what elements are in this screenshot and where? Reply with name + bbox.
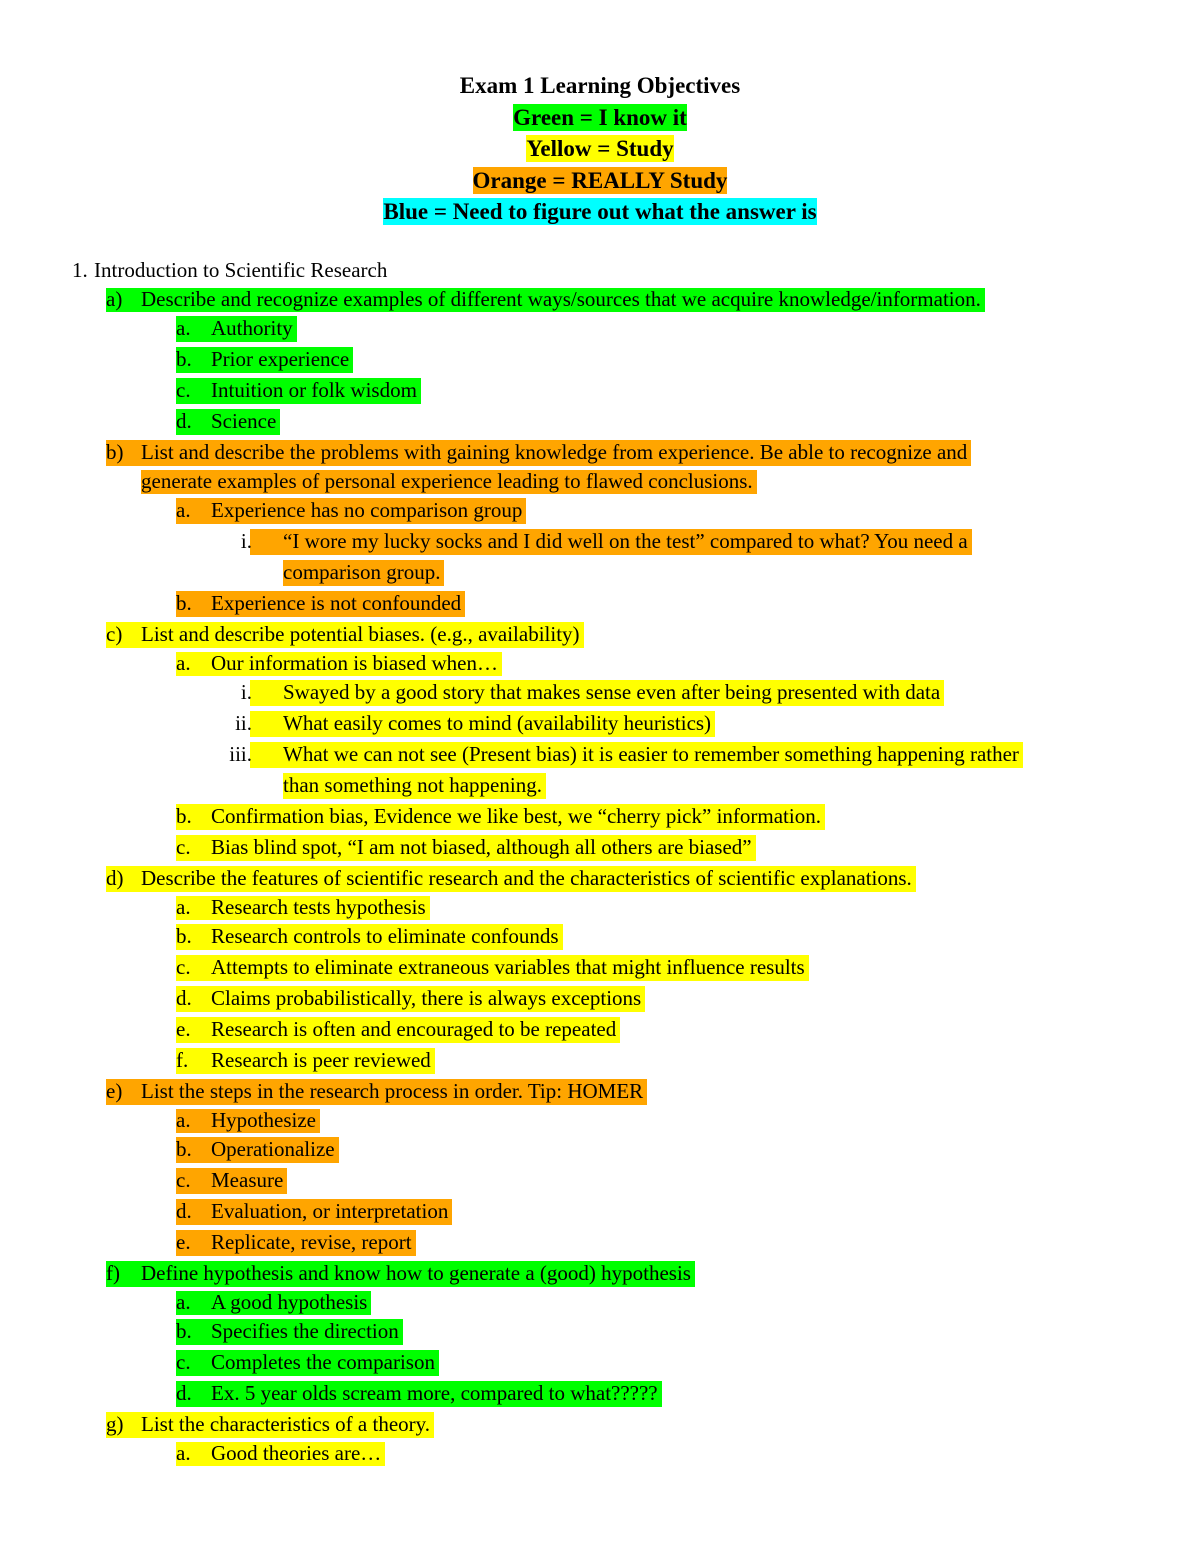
- list-text: Our information is biased when…: [211, 651, 498, 675]
- list-text: Completes the comparison: [211, 1350, 435, 1374]
- list-marker: a.: [176, 498, 191, 522]
- objective-item: [0, 437, 1200, 468]
- list-text: Define hypothesis and know how to generate a (good) hypothesis: [141, 1261, 691, 1285]
- objective-item: [0, 863, 1200, 894]
- objective-subitem: [0, 1289, 1200, 1316]
- objective-subitem: [0, 1045, 1200, 1076]
- list-marker: b.: [176, 1137, 192, 1161]
- list-text: Replicate, revise, report: [211, 1230, 412, 1254]
- objective-subitem: [0, 770, 1200, 801]
- legend-green: [0, 102, 1200, 134]
- list-text: Research tests hypothesis: [211, 895, 426, 919]
- objective-subitem: [0, 1014, 1200, 1045]
- list-text: Evaluation, or interpretation: [211, 1199, 449, 1223]
- list-marker: b.: [176, 1319, 192, 1343]
- list-text: Authority: [211, 316, 293, 340]
- list-text: Hypothesize: [211, 1108, 316, 1132]
- list-marker: f): [106, 1261, 120, 1285]
- list-text: Describe the features of scientific research and the characteristics of scientific explanations.: [141, 866, 912, 890]
- objective-subitem: [0, 1227, 1200, 1258]
- list-marker: a.: [176, 316, 191, 340]
- objective-subitem: [0, 801, 1200, 832]
- objective-item: [0, 286, 1200, 313]
- objective-item: [0, 619, 1200, 650]
- list-text: Operationalize: [211, 1137, 335, 1161]
- objective-subitem: [0, 1378, 1200, 1409]
- list-marker: b.: [176, 347, 192, 371]
- list-marker: i.: [240, 680, 252, 704]
- list-marker: iii.: [229, 742, 252, 766]
- list-marker: i.: [240, 529, 252, 553]
- list-marker: a): [106, 287, 123, 311]
- list-text: comparison group.: [283, 560, 441, 584]
- list-text: Intuition or folk wisdom: [211, 378, 417, 402]
- objective-item: [0, 1409, 1200, 1440]
- list-text: Research is often and encouraged to be repeated: [211, 1017, 617, 1041]
- document-header: [0, 70, 1200, 228]
- list-marker: c.: [176, 1350, 191, 1374]
- list-marker: 1.: [72, 258, 88, 282]
- list-text: Confirmation bias, Evidence we like best, we “cherry pick” information.: [211, 804, 821, 828]
- objective-subitem: [0, 406, 1200, 437]
- list-marker: e.: [176, 1230, 191, 1254]
- list-text: List and describe the problems with gaining knowledge from experience. Be able to recognize and: [141, 440, 968, 464]
- legend-yellow: [0, 133, 1200, 165]
- legend-yellow-label: Yellow = Study: [526, 136, 674, 161]
- list-text: Research is peer reviewed: [211, 1048, 431, 1072]
- objective-subitem: [0, 832, 1200, 863]
- list-text: List the steps in the research process in order. Tip: HOMER: [141, 1079, 644, 1103]
- objective-subitem: [0, 650, 1200, 677]
- legend-orange-label: Orange = REALLY Study: [472, 167, 728, 193]
- objective-item: [0, 1258, 1200, 1289]
- list-marker: c.: [176, 835, 191, 859]
- list-marker: b.: [176, 924, 192, 948]
- objective-subitem: [0, 375, 1200, 406]
- objective-subitem: [0, 983, 1200, 1014]
- list-marker: d.: [176, 986, 192, 1010]
- legend-blue: [0, 196, 1200, 228]
- list-text: List and describe potential biases. (e.g., availability): [141, 622, 580, 646]
- objective-subitem: [0, 708, 1200, 739]
- objective-subitem: [0, 526, 1200, 557]
- objective-subitem: [0, 1347, 1200, 1378]
- list-marker: e): [106, 1079, 123, 1103]
- list-marker: d.: [176, 409, 192, 433]
- list-marker: c): [106, 622, 123, 646]
- list-text: generate examples of personal experience leading to flawed conclusions.: [141, 469, 753, 493]
- list-marker: c.: [176, 1168, 191, 1192]
- legend-green-label: Green = I know it: [513, 104, 687, 130]
- objective-subitem: [0, 1440, 1200, 1467]
- list-text: A good hypothesis: [211, 1290, 368, 1314]
- list-text: Specifies the direction: [211, 1319, 399, 1343]
- objective-subitem: [0, 894, 1200, 921]
- objective-subitem: [0, 344, 1200, 375]
- objective-subitem: [0, 557, 1200, 588]
- list-text: Experience is not confounded: [211, 591, 462, 615]
- objective-subitem: [0, 1196, 1200, 1227]
- objective-subitem: [0, 921, 1200, 952]
- objective-subitem: [0, 1316, 1200, 1347]
- objective-subitem: [0, 1165, 1200, 1196]
- list-text: Science: [211, 409, 277, 433]
- objective-item: [0, 1076, 1200, 1107]
- objective-subitem: [0, 952, 1200, 983]
- list-text: Describe and recognize examples of different ways/sources that we acquire knowledge/information.: [141, 287, 981, 311]
- list-text: Good theories are…: [211, 1441, 382, 1465]
- list-text: Experience has no comparison group: [211, 498, 523, 522]
- list-text: Attempts to eliminate extraneous variables that might influence results: [211, 955, 805, 979]
- objective-subitem: [0, 1134, 1200, 1165]
- section-heading: [0, 255, 1200, 286]
- objective-subitem: [0, 677, 1200, 708]
- list-marker: ii.: [235, 711, 252, 735]
- list-text: Prior experience: [211, 347, 350, 371]
- objective-subitem: [0, 1107, 1200, 1134]
- list-text: Swayed by a good story that makes sense even after being presented with data: [283, 680, 941, 704]
- list-marker: a.: [176, 1108, 191, 1132]
- list-text: Research controls to eliminate confounds: [211, 924, 559, 948]
- objective-subitem: [0, 588, 1200, 619]
- list-marker: d): [106, 866, 124, 890]
- list-text: than something not happening.: [283, 773, 542, 797]
- list-text: Measure: [211, 1168, 284, 1192]
- legend-blue-label: Blue = Need to figure out what the answer is: [383, 199, 817, 224]
- legend-orange: [0, 165, 1200, 197]
- list-text: Ex. 5 year olds scream more, compared to what?????: [211, 1381, 658, 1405]
- document-title: Exam 1 Learning Objectives: [459, 73, 741, 98]
- list-text: What we can not see (Present bias) it is easier to remember something happening rather: [283, 742, 1019, 766]
- list-marker: a.: [176, 1441, 191, 1465]
- list-text: Bias blind spot, “I am not biased, although all others are biased”: [211, 835, 752, 859]
- list-marker: a.: [176, 1290, 191, 1314]
- list-marker: a.: [176, 895, 191, 919]
- list-marker: d.: [176, 1381, 192, 1405]
- list-text: List the characteristics of a theory.: [141, 1412, 431, 1436]
- objective-subitem: [0, 495, 1200, 526]
- objectives-outline: [0, 255, 1200, 1467]
- list-marker: c.: [176, 378, 191, 402]
- list-marker: c.: [176, 955, 191, 979]
- list-text: “I wore my lucky socks and I did well on the test” compared to what? You need a: [283, 529, 968, 553]
- list-marker: b.: [176, 804, 192, 828]
- list-text: Claims probabilistically, there is always exceptions: [211, 986, 642, 1010]
- list-marker: a.: [176, 651, 191, 675]
- objective-item: [0, 468, 1200, 495]
- list-text: What easily comes to mind (availability heuristics): [283, 711, 712, 735]
- list-marker: b): [106, 440, 124, 464]
- list-marker: f.: [176, 1048, 189, 1072]
- list-marker: e.: [176, 1017, 191, 1041]
- objective-subitem: [0, 313, 1200, 344]
- list-marker: g): [106, 1412, 124, 1436]
- list-text: Introduction to Scientific Research: [94, 258, 388, 282]
- list-marker: d.: [176, 1199, 192, 1223]
- list-marker: b.: [176, 591, 192, 615]
- objective-subitem: [0, 739, 1200, 770]
